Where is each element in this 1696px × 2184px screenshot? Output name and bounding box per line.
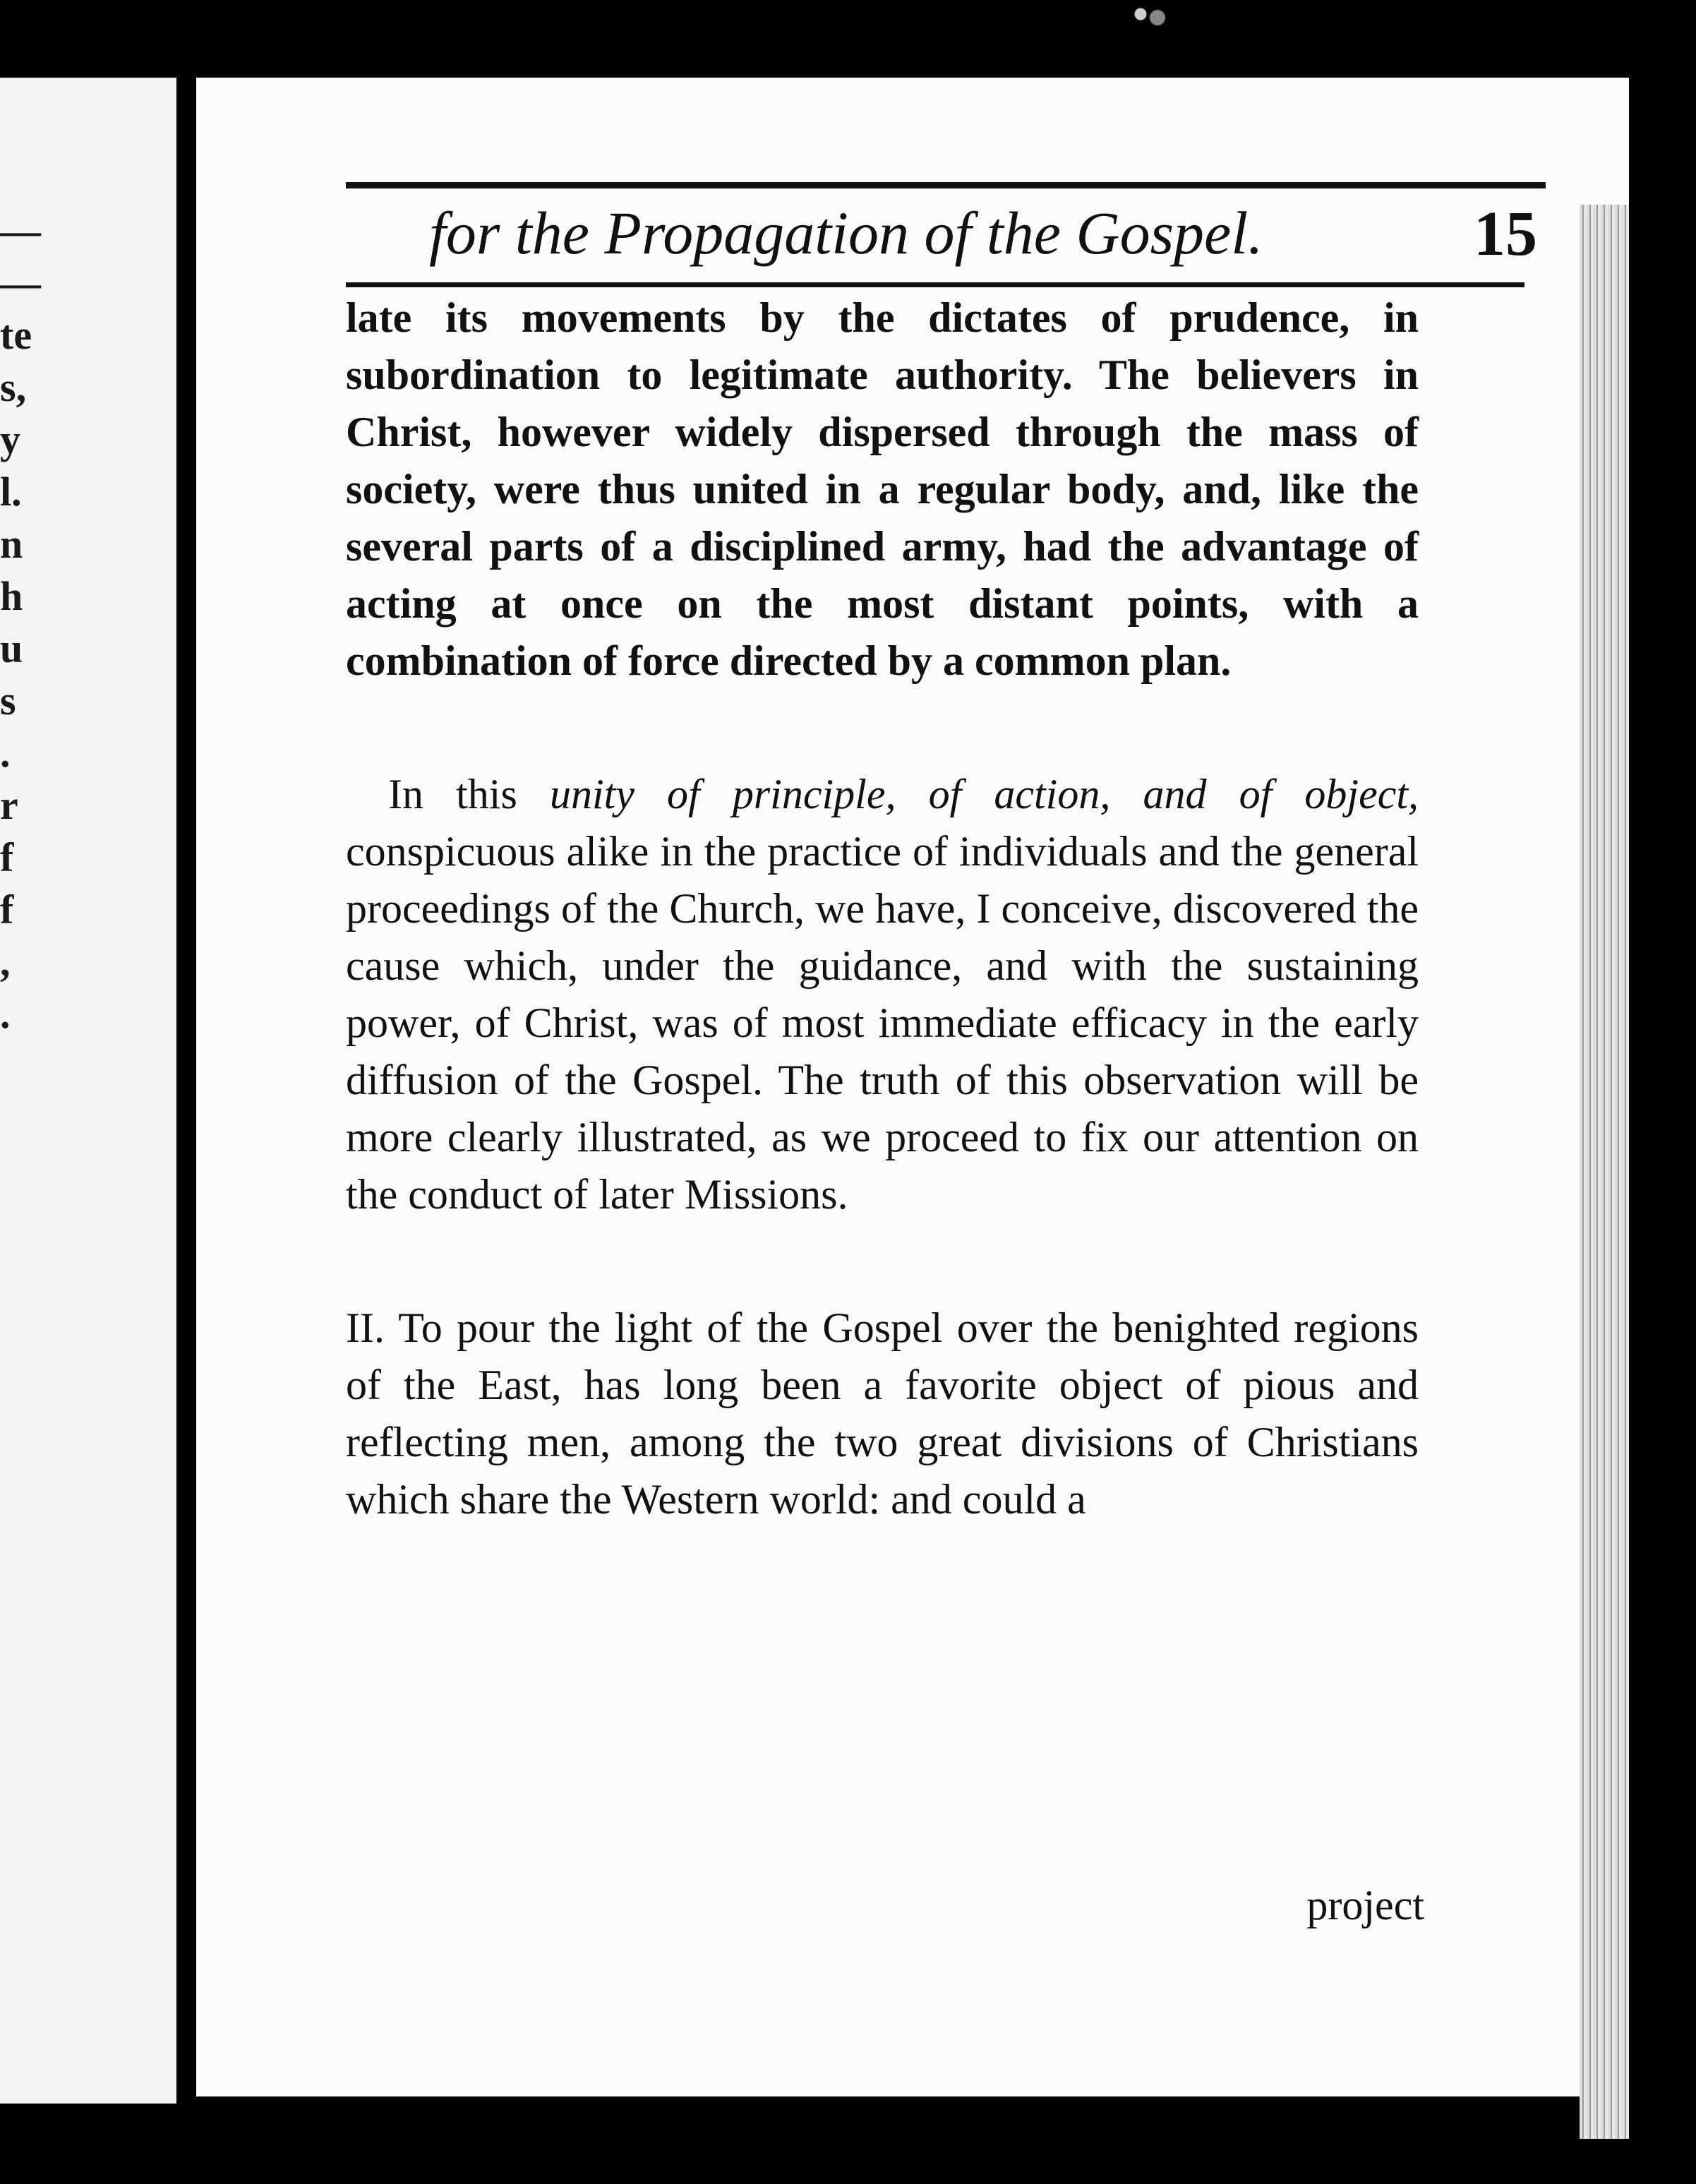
scan-speck xyxy=(1115,0,1200,35)
left-page-mark: s xyxy=(0,678,16,724)
paragraph-2-rest: conspicuous alike in the practice of individuals and the general proceedings of the Church, we have, I conceive, discovered the cause which, under the guidance, and with the sustaining power, of Christ, was of most immediate efficacy in the early diffusion of the Gospel. The truth of this observation will be more clearly illustrated, as we proceed to fix our attention on the conduct of later Missions. xyxy=(346,828,1419,1218)
running-header xyxy=(429,198,1544,268)
paragraph-2 xyxy=(346,766,1419,1223)
left-facing-page xyxy=(0,78,176,2104)
page-number: 15 xyxy=(1474,199,1537,269)
left-page-mark: r xyxy=(0,782,18,828)
left-page-mark: — xyxy=(0,208,41,253)
left-page-mark: y xyxy=(0,416,20,462)
paragraph-2-italic: unity of principle, of action, and of object, xyxy=(549,771,1419,817)
left-page-mark: h xyxy=(0,573,23,619)
left-page-mark: s, xyxy=(0,364,27,410)
header-rule-top xyxy=(346,182,1546,188)
left-page-marks xyxy=(0,205,42,1040)
left-page-mark: , xyxy=(0,939,11,985)
left-page-mark: te xyxy=(0,312,32,358)
left-page-mark: . xyxy=(0,730,11,776)
left-page-mark: . xyxy=(0,991,11,1037)
catchword: project xyxy=(1306,1882,1424,1928)
left-page-mark: l. xyxy=(0,469,22,515)
paragraph-1: late its movements by the dictates of prudence, in subordination to legitimate authority. The believers in Christ, however widely dispersed through the mass of society, were thus united in a regular body, and, like the several parts of a disciplined army, had the advantage of acting at once on the most distant points, with a combination of force directed by a common plan. xyxy=(346,294,1419,684)
left-page-mark: u xyxy=(0,625,23,671)
page-edges xyxy=(1580,205,1629,2139)
body-text xyxy=(346,289,1419,1528)
left-page-mark: f xyxy=(0,834,14,880)
book-page xyxy=(196,78,1629,2096)
paragraph-3: II. To pour the light of the Gospel over the benighted regions of the East, has long been a favorite object of pious and reflecting men, among the two great divisions of Christians which share the Western world: and could a xyxy=(346,1304,1419,1523)
left-page-mark: f xyxy=(0,887,14,932)
paragraph-2-lead: In this xyxy=(388,771,550,817)
left-page-mark: — xyxy=(0,260,41,306)
running-title: for the Propagation of the Gospel. xyxy=(429,199,1263,267)
left-page-mark: n xyxy=(0,521,23,567)
header-rule-bottom xyxy=(346,282,1524,287)
